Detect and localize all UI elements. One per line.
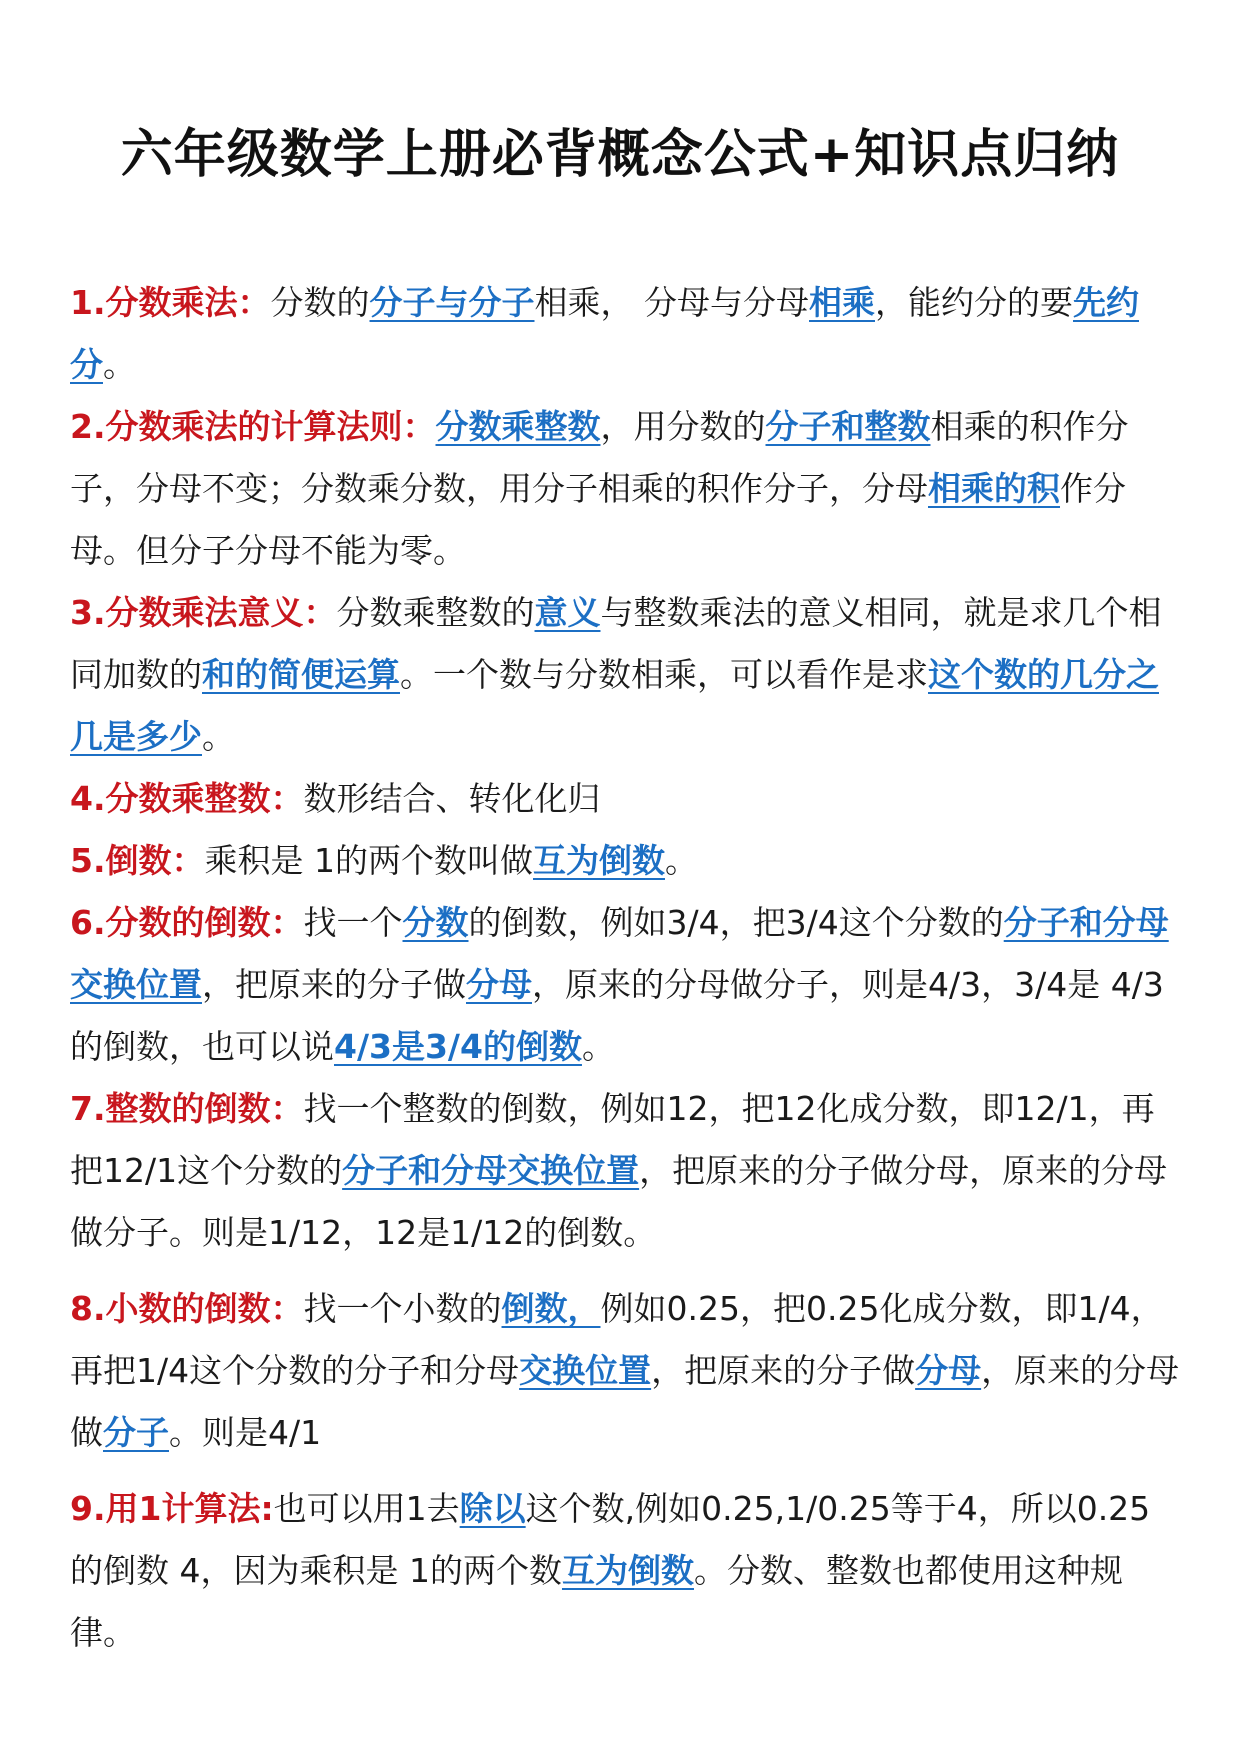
item-label: 4.分数乘整数： xyxy=(70,779,304,818)
highlighted-term: 分子与分子 xyxy=(369,283,535,322)
item-text: 数形结合、转化化归 xyxy=(303,779,601,818)
item-text: 。 xyxy=(202,717,235,756)
item-text: ，原来的分母做分子，则是4/3，3/4是 4/3的倒数，也可以说 xyxy=(70,965,1164,1066)
item-text: 找一个 xyxy=(303,903,403,942)
item-text: ，原来的分母做 xyxy=(70,1351,1180,1452)
highlighted-term: 意义 xyxy=(534,593,601,632)
highlighted-term: 互为倒数 xyxy=(561,1551,694,1590)
knowledge-list xyxy=(70,272,1180,1664)
item-text: 。则是4/1 xyxy=(169,1413,322,1452)
knowledge-item xyxy=(70,396,1180,582)
highlighted-term: 分母 xyxy=(915,1351,982,1390)
highlighted-term: 4/3是3/4的倒数 xyxy=(334,1027,582,1066)
knowledge-item xyxy=(70,1278,1180,1464)
highlighted-term: 分数乘整数 xyxy=(435,407,601,446)
item-text: 乘积是 1的两个数叫做 xyxy=(204,841,533,880)
highlighted-term: 分子和分母交换位置 xyxy=(342,1151,640,1190)
item-text: ，把原来的分子做 xyxy=(202,965,466,1004)
highlighted-term: 互为倒数 xyxy=(533,841,665,880)
knowledge-item xyxy=(70,768,1180,830)
knowledge-item xyxy=(70,1078,1180,1264)
highlighted-term: 这个数的几分之几是多少 xyxy=(70,655,1159,756)
item-text: 分数的 xyxy=(270,283,370,322)
highlighted-term: 交换位置 xyxy=(519,1351,652,1390)
item-label: 9.用1计算法: xyxy=(70,1489,274,1528)
item-label: 8.小数的倒数： xyxy=(70,1289,304,1328)
item-label: 3.分数乘法意义： xyxy=(70,593,337,632)
item-label: 5.倒数： xyxy=(70,841,205,880)
item-text: 。 xyxy=(103,345,136,384)
item-text: ，把原来的分子做分母，原来的分母做分子。则是1/12，12是1/12的倒数。 xyxy=(70,1151,1168,1252)
item-text: 找一个整数的倒数，例如12，把12化成分数，即12/1，再把12/1这个分数的 xyxy=(70,1089,1155,1190)
highlighted-term: 分母 xyxy=(466,965,532,1004)
item-text: 。分数、整数也都使用这种规律。 xyxy=(70,1551,1123,1652)
knowledge-item xyxy=(70,1478,1180,1664)
highlighted-term: 分子和分母交换位置 xyxy=(70,903,1169,1004)
item-text: 作分母。但分子分母不能为零。 xyxy=(70,469,1126,570)
item-text: 分数乘整数的 xyxy=(336,593,535,632)
highlighted-term: 倒数， xyxy=(501,1289,601,1328)
item-label: 7.整数的倒数： xyxy=(70,1089,304,1128)
item-text: ，用分数的 xyxy=(600,407,766,446)
highlighted-term: 相乘 xyxy=(809,283,875,322)
highlighted-term: 相乘的积 xyxy=(928,469,1060,508)
highlighted-term: 和的简便运算 xyxy=(202,655,400,694)
item-text: 例如0.25，把0.25化成分数，即1/4，再把1/4这个分数的分子和分母 xyxy=(70,1289,1164,1390)
item-text: 与整数乘法的意义相同，就是求几个相同加数的 xyxy=(70,593,1162,694)
highlighted-term: 分数 xyxy=(402,903,469,942)
highlighted-term: 分子 xyxy=(103,1413,169,1452)
item-text: 。 xyxy=(665,841,698,880)
knowledge-item xyxy=(70,892,1180,1078)
item-text: 的倒数，例如3/4，把3/4这个分数的 xyxy=(468,903,1004,942)
item-text: 这个数,例如0.25,1/0.25等于4，所以0.25 的倒数 4，因为乘积是 1的两个数 xyxy=(70,1489,1151,1590)
highlighted-term: 分子和整数 xyxy=(765,407,931,446)
item-text: ，能约分的要 xyxy=(875,283,1073,322)
item-text: 找一个小数的 xyxy=(303,1289,502,1328)
item-label: 6.分数的倒数： xyxy=(70,903,304,942)
item-text: 也可以用1去 xyxy=(273,1489,460,1528)
item-text: 。 xyxy=(581,1027,615,1066)
item-label: 1.分数乘法： xyxy=(70,283,271,322)
knowledge-item xyxy=(70,830,1180,892)
item-text: ，把原来的分子做 xyxy=(651,1351,916,1390)
knowledge-item xyxy=(70,582,1180,768)
item-label: 2.分数乘法的计算法则： xyxy=(70,407,436,446)
item-text: 。一个数与分数相乘，可以看作是求 xyxy=(400,655,928,694)
item-text: 相乘的积作分子，分母不变；分数乘分数，用分子相乘的积作分子，分母 xyxy=(70,407,1129,508)
highlighted-term: 除以 xyxy=(459,1489,526,1528)
knowledge-item xyxy=(70,272,1180,396)
highlighted-term: 先约分 xyxy=(70,283,1139,384)
item-text: 相乘， 分母与分母 xyxy=(534,283,809,322)
page-title: 六年级数学上册必背概念公式+知识点归纳 xyxy=(120,125,1120,185)
